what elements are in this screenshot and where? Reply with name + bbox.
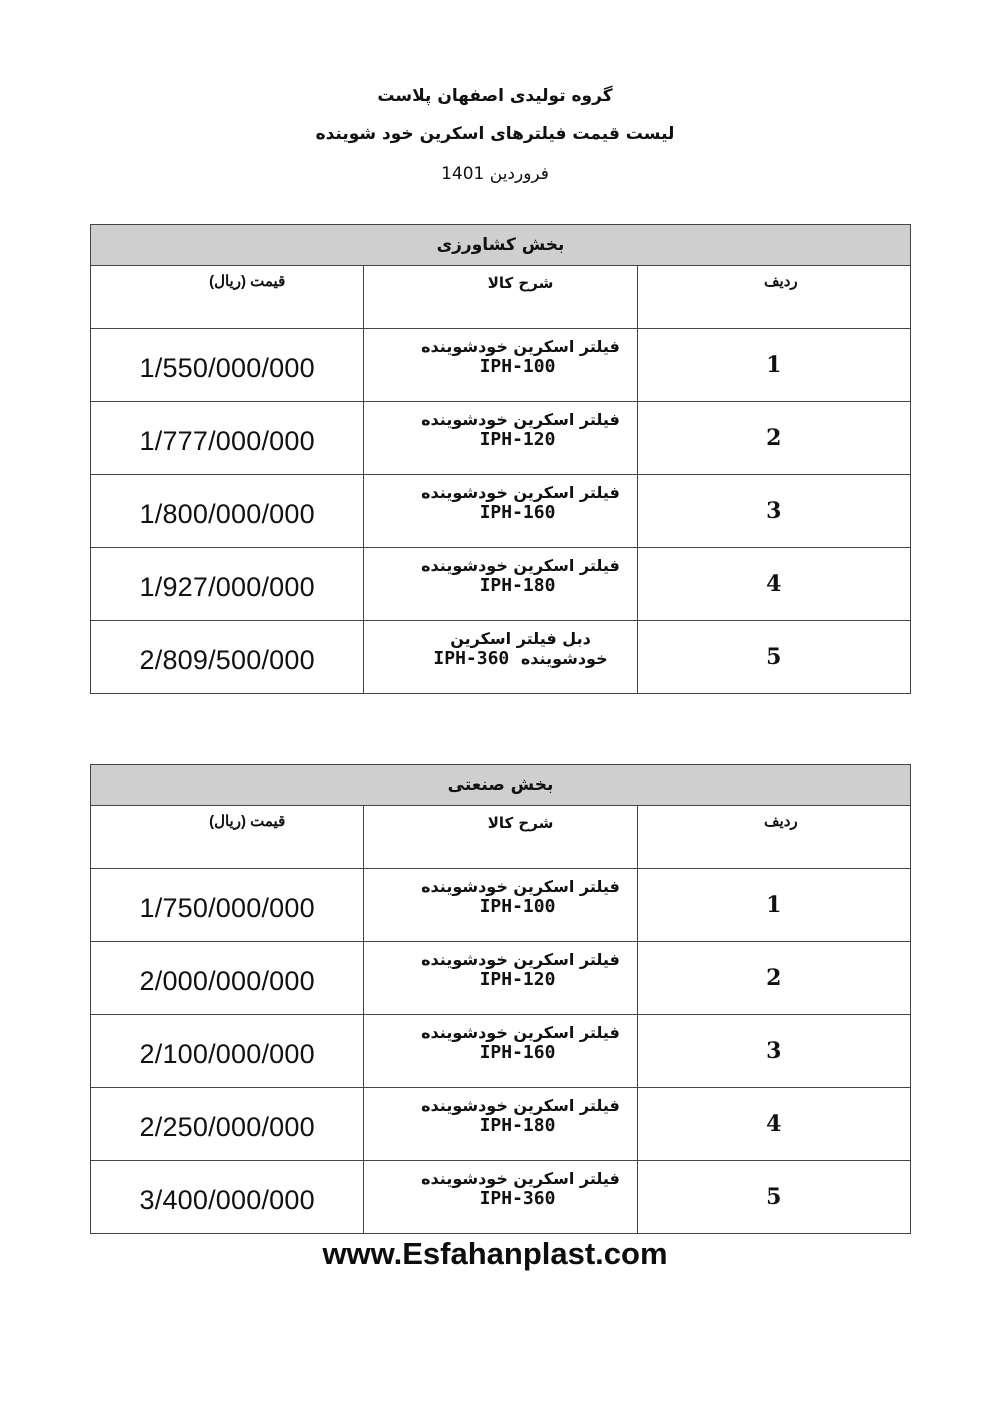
column-header-description: شرح کالا	[364, 806, 637, 869]
product-model: IPH-100	[479, 896, 556, 917]
product-name: فیلتر اسکرین خودشوینده	[421, 1096, 620, 1115]
row-number: 1	[637, 869, 910, 942]
product-model: IPH-360	[479, 1188, 556, 1209]
product-description	[364, 1161, 637, 1234]
product-description	[364, 869, 637, 942]
section-title: بخش صنعتی	[91, 765, 911, 806]
table-row	[91, 475, 911, 548]
product-description	[364, 329, 637, 402]
column-header-row-number: ردیف	[637, 266, 910, 329]
product-model: IPH-100	[479, 356, 556, 377]
row-number: 3	[637, 1015, 910, 1088]
product-model: IPH-160	[479, 502, 556, 523]
product-description	[364, 621, 637, 694]
product-model: IPH-120	[479, 429, 556, 450]
column-header-row	[91, 806, 911, 869]
product-name: فیلتر اسکرین خودشوینده	[421, 877, 620, 896]
product-name: فیلتر اسکرین خودشوینده	[421, 1023, 620, 1042]
product-name: فیلتر اسکرین خودشوینده	[421, 483, 620, 502]
column-header-description: شرح کالا	[364, 266, 637, 329]
product-price: 1/750/000/000	[91, 869, 364, 942]
table-row	[91, 1088, 911, 1161]
product-model: IPH-180	[479, 1115, 556, 1136]
website-url: www.Esfahanplast.com	[322, 1236, 668, 1271]
product-price: 2/100/000/000	[91, 1015, 364, 1088]
product-description	[364, 1015, 637, 1088]
product-price: 1/550/000/000	[91, 329, 364, 402]
product-name: فیلتر اسکرین خودشوینده	[421, 1169, 620, 1188]
product-price: 3/400/000/000	[91, 1161, 364, 1234]
product-name: فیلتر اسکرین خودشوینده	[421, 556, 620, 575]
product-name: فیلتر اسکرین خودشوینده	[421, 950, 620, 969]
row-number: 5	[637, 621, 910, 694]
industrial-price-table	[90, 764, 911, 1234]
column-header-price: قیمت (ریال)	[91, 806, 364, 869]
row-number: 3	[637, 475, 910, 548]
company-name: گروه تولیدی اصفهان پلاست	[377, 86, 613, 106]
product-price: 2/000/000/000	[91, 942, 364, 1015]
product-price: 2/809/500/000	[91, 621, 364, 694]
product-description	[364, 402, 637, 475]
product-name: دبل فیلتر اسکرین خودشوینده	[450, 629, 608, 668]
product-model: IPH-180	[479, 575, 556, 596]
product-description	[364, 1088, 637, 1161]
row-number: 4	[637, 1088, 910, 1161]
product-price: 1/800/000/000	[91, 475, 364, 548]
column-header-row	[91, 266, 911, 329]
product-description	[364, 548, 637, 621]
product-description	[364, 942, 637, 1015]
table-row	[91, 869, 911, 942]
product-description	[364, 475, 637, 548]
product-name: فیلتر اسکرین خودشوینده	[421, 337, 620, 356]
agriculture-price-table	[90, 224, 911, 694]
product-price: 1/927/000/000	[91, 548, 364, 621]
row-number: 2	[637, 402, 910, 475]
table-row	[91, 1015, 911, 1088]
row-number: 1	[637, 329, 910, 402]
section-header-row	[91, 225, 911, 266]
table-row	[91, 621, 911, 694]
row-number: 5	[637, 1161, 910, 1234]
section-header-row	[91, 765, 911, 806]
column-header-price: قیمت (ریال)	[91, 266, 364, 329]
product-model: IPH-120	[479, 969, 556, 990]
column-header-row-number: ردیف	[637, 806, 910, 869]
row-number: 2	[637, 942, 910, 1015]
table-row	[91, 548, 911, 621]
table-row	[91, 329, 911, 402]
table-row	[91, 402, 911, 475]
product-model: IPH-360	[433, 648, 510, 669]
product-price: 1/777/000/000	[91, 402, 364, 475]
row-number: 4	[637, 548, 910, 621]
price-list-title: لیست قیمت فیلترهای اسکرین خود شوینده	[315, 124, 675, 144]
product-price: 2/250/000/000	[91, 1088, 364, 1161]
section-title: بخش کشاورزی	[91, 225, 911, 266]
table-row	[91, 942, 911, 1015]
product-name: فیلتر اسکرین خودشوینده	[421, 410, 620, 429]
product-model: IPH-160	[479, 1042, 556, 1063]
table-row	[91, 1161, 911, 1234]
price-list-date: فروردین 1401	[441, 164, 549, 184]
